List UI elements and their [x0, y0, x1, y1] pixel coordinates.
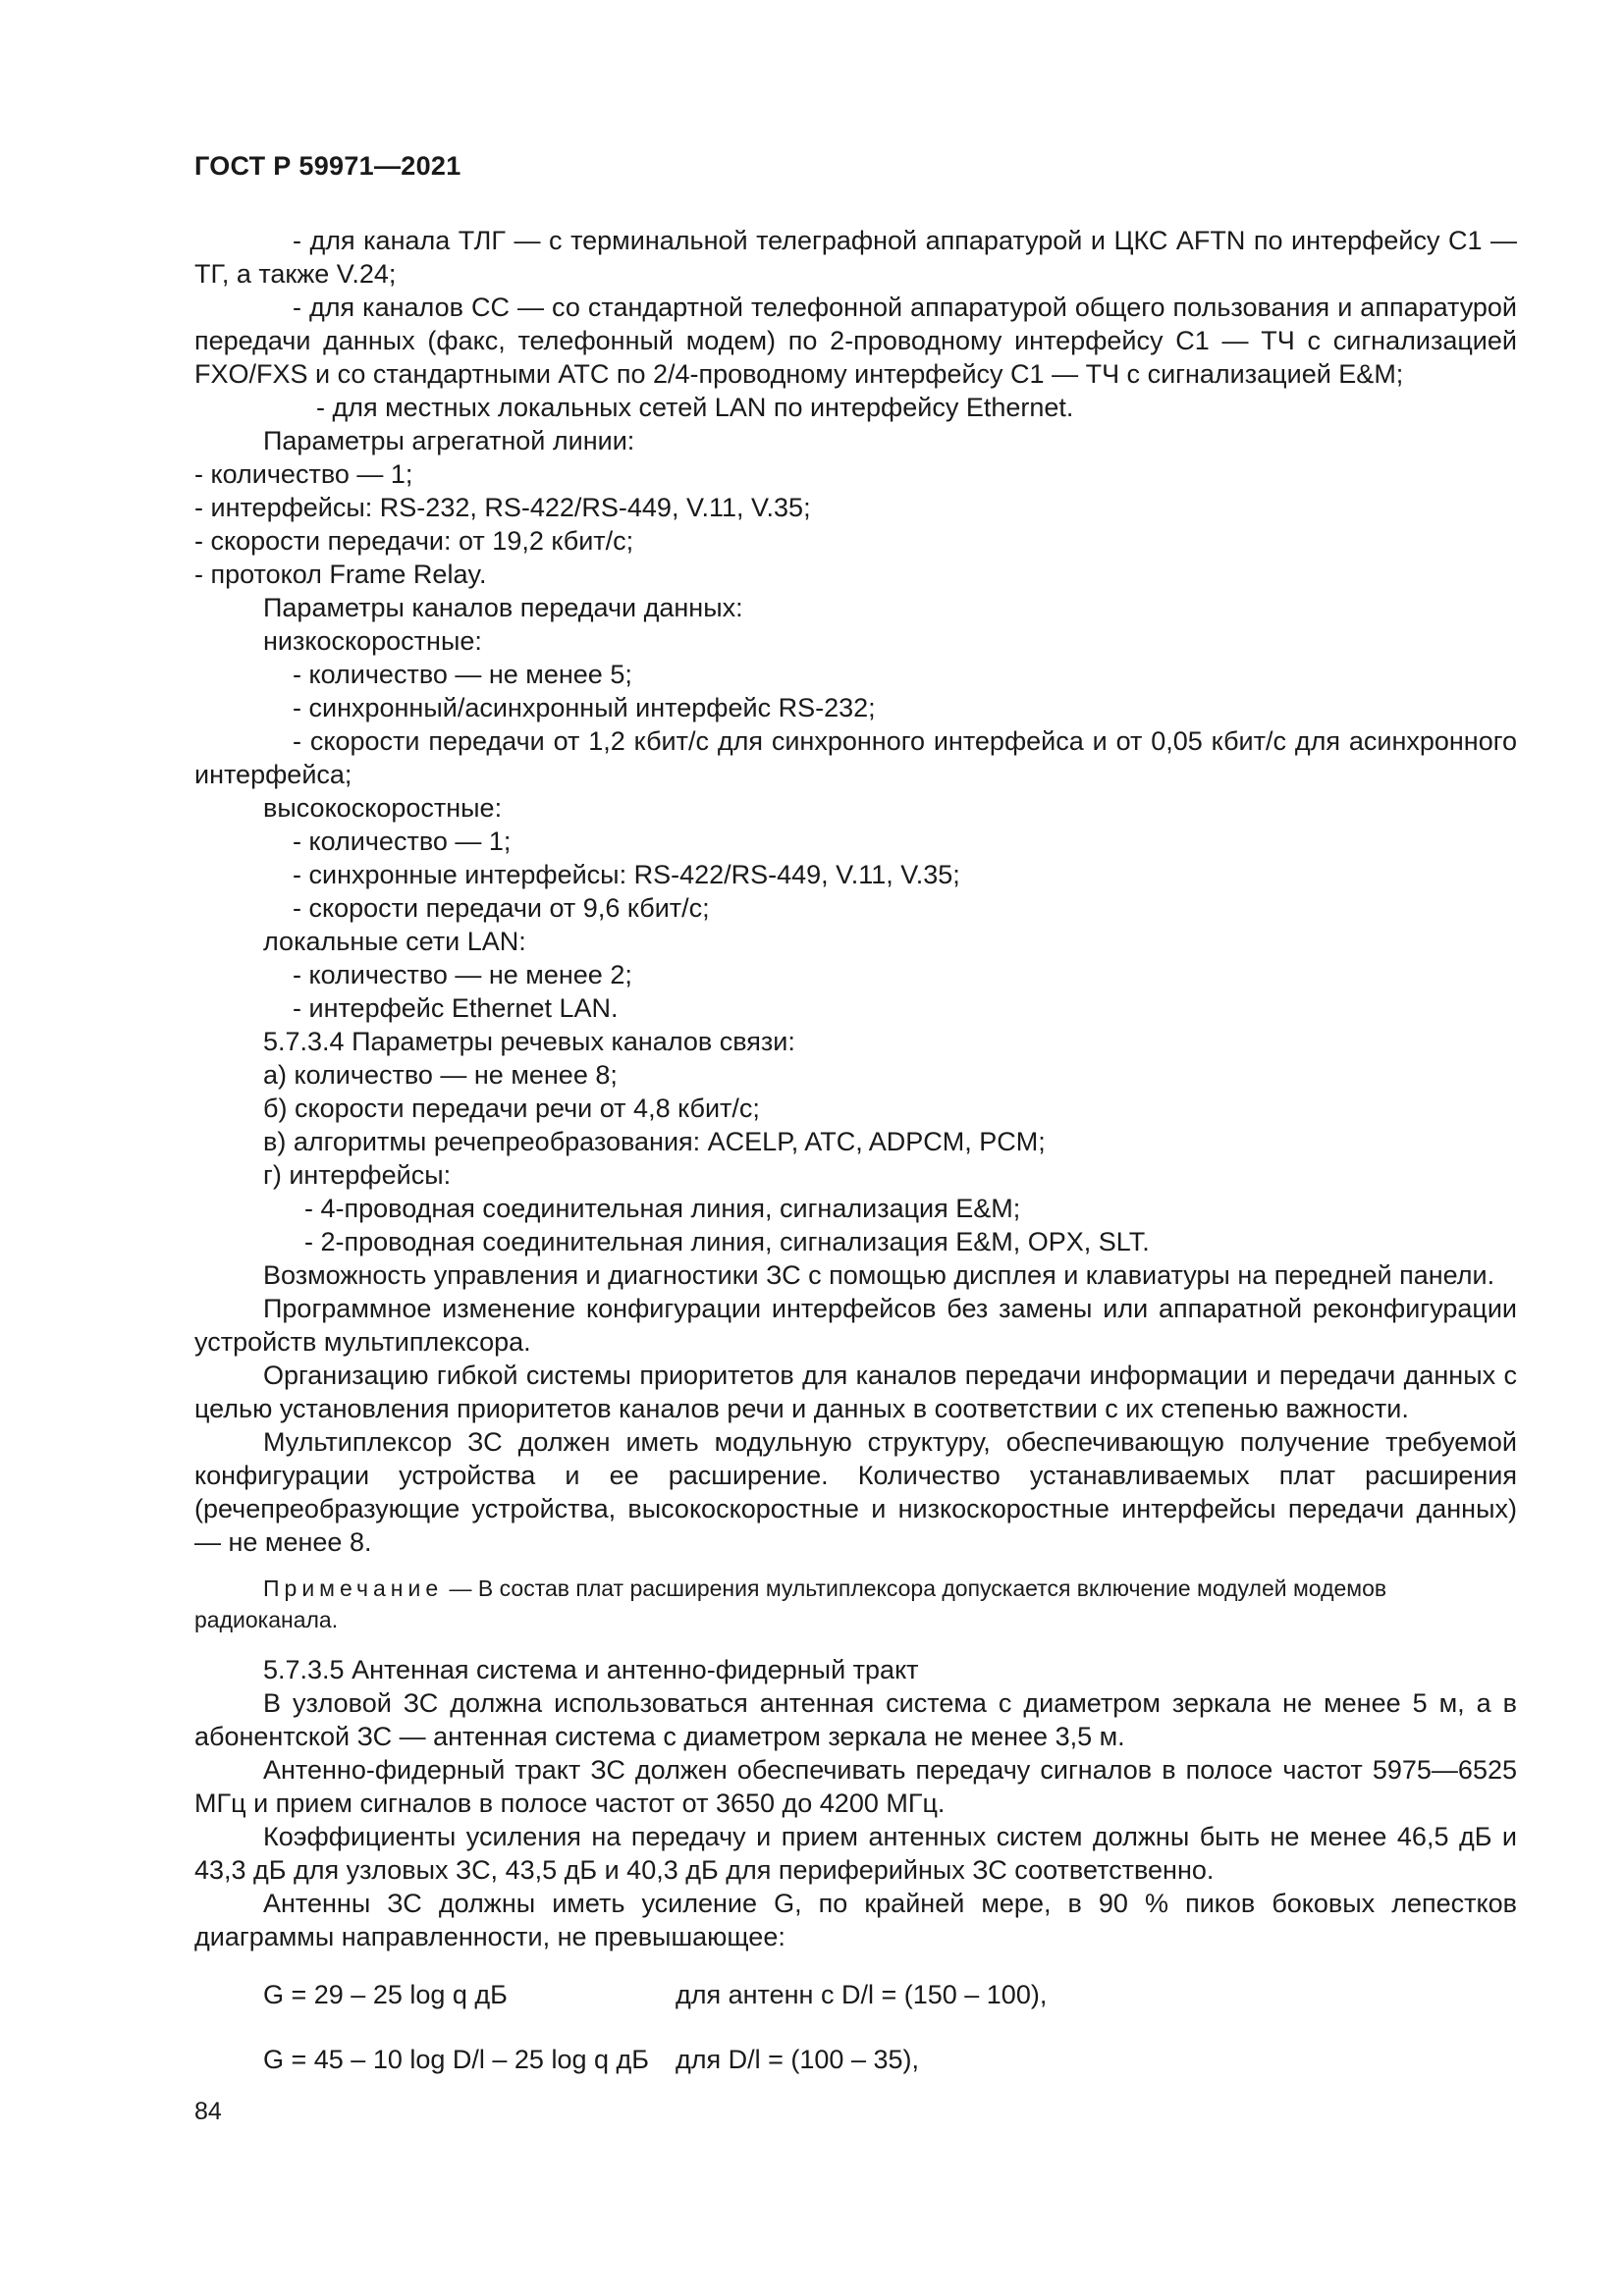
- list-item: г) интерфейсы:: [263, 1160, 452, 1190]
- formula-row: [194, 2036, 1517, 2083]
- formula: G = 29 – 25 log q дБ: [263, 1980, 508, 2009]
- section-heading: 5.7.3.5 Антенная система и антенно-фидерный тракт: [263, 1655, 919, 1684]
- list-item: - протокол Frame Relay.: [194, 560, 487, 589]
- list-item: - для канала ТЛГ — с терминальной телеграфной аппаратурой и ЦКС AFTN по интерфейсу С1 — ТГ, а также V.24;: [194, 226, 1517, 289]
- section-heading: Параметры агрегатной линии:: [263, 426, 635, 455]
- section-heading: Параметры каналов передачи данных:: [263, 593, 743, 622]
- section-heading: 5.7.3.4 Параметры речевых каналов связи:: [263, 1027, 795, 1056]
- formula-condition: для D/l = (100 – 35),: [676, 2045, 919, 2074]
- list-item: - 2-проводная соединительная линия, сигнализация E&M, OPX, SLT.: [304, 1227, 1150, 1256]
- list-item: б) скорости передачи речи от 4,8 кбит/с;: [263, 1094, 760, 1123]
- page-number: 84: [194, 2098, 222, 2125]
- list-item: - количество — не менее 2;: [293, 960, 632, 989]
- paragraph: Возможность управления и диагностики ЗС с помощью дисплея и клавиатуры на передней панели.: [263, 1260, 1495, 1290]
- formula-row: [194, 1971, 1517, 2018]
- list-item: - скорости передачи от 9,6 кбит/с;: [293, 893, 710, 923]
- paragraph: Организацию гибкой системы приоритетов для каналов передачи информации и передачи данных с целью установления приоритетов каналов речи и данных в соответствии с их степенью важности.: [194, 1361, 1517, 1423]
- list-item: - синхронные интерфейсы: RS-422/RS-449, V.11, V.35;: [293, 860, 960, 889]
- list-item: - для местных локальных сетей LAN по интерфейсу Ethernet.: [316, 393, 1074, 422]
- list-item: - количество — 1;: [194, 459, 413, 489]
- list-item: - скорости передачи от 1,2 кбит/с для синхронного интерфейса и от 0,05 кбит/с для асинхронного интерфейса;: [194, 726, 1517, 789]
- list-item: - количество — не менее 5;: [293, 660, 632, 689]
- list-item: - для каналов СС — со стандартной телефонной аппаратурой общего пользования и аппаратурой передачи данных (факс, телефонный модем) по 2-проводному интерфейсу С1 — ТЧ с сигнализацией FXO/FXS и со стандартными АТС по 2/4-проводному интерфейсу С1 — ТЧ с сигнализацией E&M;: [194, 293, 1517, 389]
- list-item: - синхронный/асинхронный интерфейс RS-232;: [293, 693, 876, 722]
- note: [194, 1573, 1517, 1635]
- subsection-heading: низкоскоростные:: [263, 626, 482, 656]
- page-content: [194, 224, 1517, 2083]
- list-item: - количество — 1;: [293, 827, 512, 856]
- paragraph: Антенно-фидерный тракт ЗС должен обеспечивать передачу сигналов в полосе частот 5975—6525 МГц и прием сигналов в полосе частот от 3650 до 4200 МГц.: [194, 1755, 1517, 1818]
- paragraph: Мультиплексор ЗС должен иметь модульную структуру, обеспечивающую получение требуемой конфигурации устройства и ее расширение. Количество устанавливаемых плат расширения (речепреобразующие устройства, высокоскоростные и низкоскоростные интерфейсы передачи данных) — не менее 8.: [194, 1427, 1517, 1557]
- note-label: Примечание: [263, 1575, 444, 1601]
- formula-condition: для антенн с D/l = (150 – 100),: [676, 1980, 1048, 2009]
- paragraph: В узловой ЗС должна использоваться антенная система с диаметром зеркала не менее 5 м, а в абонентской ЗС — антенная система с диаметром зеркала не менее 3,5 м.: [194, 1688, 1517, 1751]
- note-text: — В состав плат расширения мультиплексора допускается включение модулей модемов радиоканала.: [194, 1575, 1387, 1632]
- list-item: - скорости передачи: от 19,2 кбит/с;: [194, 526, 634, 556]
- paragraph: Коэффициенты усиления на передачу и прием антенных систем должны быть не менее 46,5 дБ и 43,3 дБ для узловых ЗС, 43,5 дБ и 40,3 дБ для периферийных ЗС соответственно.: [194, 1822, 1517, 1885]
- list-item: в) алгоритмы речепреобразования: ACELP, ATC, ADPCM, PCM;: [263, 1127, 1046, 1156]
- list-item: - интерфейсы: RS-232, RS-422/RS-449, V.11, V.35;: [194, 493, 811, 522]
- subsection-heading: высокоскоростные:: [263, 793, 503, 823]
- paragraph: Антенны ЗС должны иметь усиление G, по крайней мере, в 90 % пиков боковых лепестков диаграммы направленности, не превышающее:: [194, 1889, 1517, 1951]
- list-item: а) количество — не менее 8;: [263, 1060, 618, 1090]
- paragraph: Программное изменение конфигурации интерфейсов без замены или аппаратной реконфигурации устройств мультиплексора.: [194, 1294, 1517, 1357]
- list-item: - интерфейс Ethernet LAN.: [293, 993, 619, 1023]
- formula: G = 45 – 10 log D/l – 25 log q дБ: [263, 2045, 649, 2074]
- list-item: - 4-проводная соединительная линия, сигнализация E&M;: [304, 1194, 1021, 1223]
- subsection-heading: локальные сети LAN:: [263, 927, 526, 956]
- standard-header: ГОСТ Р 59971—2021: [194, 151, 461, 181]
